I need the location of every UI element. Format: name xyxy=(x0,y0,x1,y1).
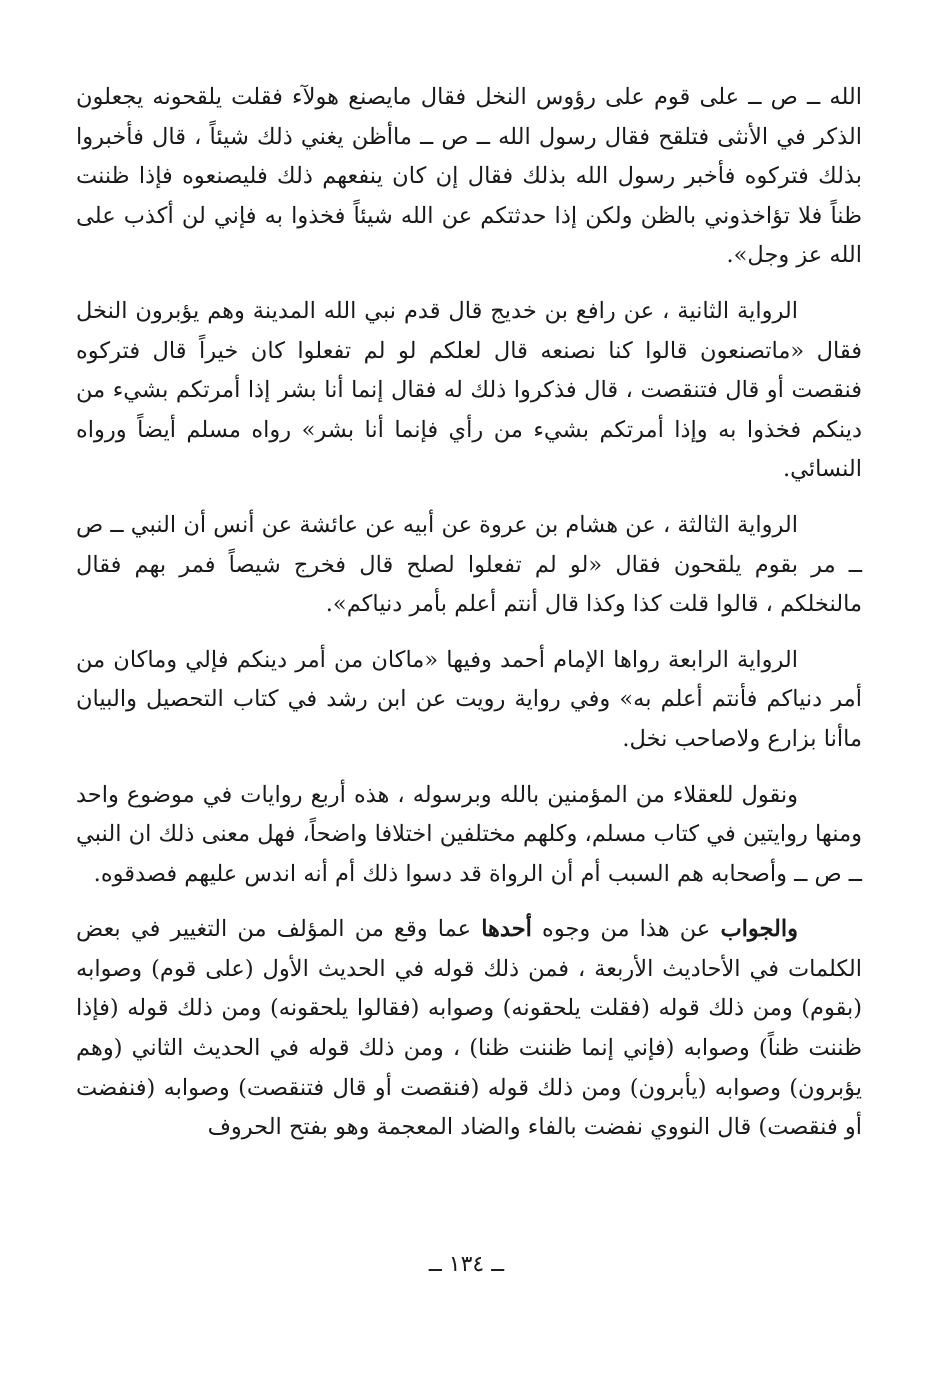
answer-text-part2: عما وقع من المؤلف من التغيير في بعض الكلمات في الأحاديث الأربعة ، فمن ذلك قوله في الحديث الأول (على قوم) وصوابه (بقوم) ومن ذلك قوله (فقلت يلحقونه) وصوابه (فقالوا يلحقونه) ومن ذلك قوله (فإذا ظننت ظناً) وصوابه (فإني إنما ظننت ظنا) ، ومن ذلك قوله في الحديث الثاني (وهم يؤبرون) وصوابه (يأبرون) ومن ذلك قوله (فنقصت أو قال فتنقصت) وصوابه (فنفضت أو فنقصت) قال النووي نفضت بالفاء والضاد المعجمة وهو بفتح الحروف xyxy=(76,916,862,1141)
paragraph-third-narration: الرواية الثالثة ، عن هشام بن عروة عن أبيه عن عائشة عن أنس أن النبي ــ ص ــ مر بقوم يلقحون فقال «لو لم تفعلوا لصلح قال فخرج شيصاً فمر بهم فقال مالنخلكم ، قالوا قلت كذا وكذا قال أنتم أعلم بأمر دنياكم». xyxy=(76,511,862,618)
paragraph-hadith-continuation: الله ــ ص ــ على قوم على رؤوس النخل فقال مايصنع هولآء فقلت يلقحونه يجعلون الذكر في الأنثى فتلقح فقال رسول الله ــ ص ــ ماأظن يغني ذلك شيئاً ، قال فأخبروا بذلك فتركوه فأخبر رسول الله بذلك فقال إن كان ينفعهم ذلك فليصنعوه فإذا ظننت ظناً فلا تؤاخذوني بالظن ولكن إذا حدثتكم عن الله شيئاً فخذوا به فإني لن أكذب على الله عز وجل». xyxy=(76,84,862,269)
answer-first-point-word: أحدها xyxy=(481,916,532,943)
page-number: ــ ١٣٤ ــ xyxy=(428,1252,505,1277)
paragraph-second-narration: الرواية الثانية ، عن رافع بن خديج قال قدم نبي الله المدينة وهم يؤبرون النخل فقال «ماتصنعون قالوا كنا نصنعه قال لعلكم لو لم تفعلوا كان خيراً قال فتركوه فنقصت أو قال فتنقصت ، قال فذكروا ذلك له فقال إنما أنا بشر إذا أمرتكم بشيء من دينكم فخذوا به وإذا أمرتكم بشيء من رأي فإنما أنا بشر» رواه مسلم أيضاً ورواه النسائي. xyxy=(76,297,862,483)
answer-text-part1: عن هذا من وجوه xyxy=(531,916,721,943)
paragraph-answer xyxy=(76,910,862,1148)
answer-lead-word: والجواب xyxy=(720,916,798,943)
paragraph-fourth-narration: الرواية الرابعة رواها الإمام أحمد وفيها «ماكان من أمر دينكم فإلي وماكان من أمر دنياكم فأنتم أعلم به» وفي رواية رويت عن ابن رشد في كتاب التحصيل والبيان ماأنا بزارع ولاصاحب نخل. xyxy=(76,646,862,752)
paragraph-question: ونقول للعقلاء من المؤمنين بالله وبرسوله ، هذه أربع روايات في موضوع واحد ومنها روايتين في كتاب مسلم، وكلهم مختلفين اختلافا واضحاً، فهل معنى ذلك ان النبي ــ ص ــ وأصحابه هم السبب أم أن الرواة قد دسوا ذلك أم أنه اندس عليهم فصدقوه. xyxy=(76,781,862,887)
page-body xyxy=(76,78,862,1148)
